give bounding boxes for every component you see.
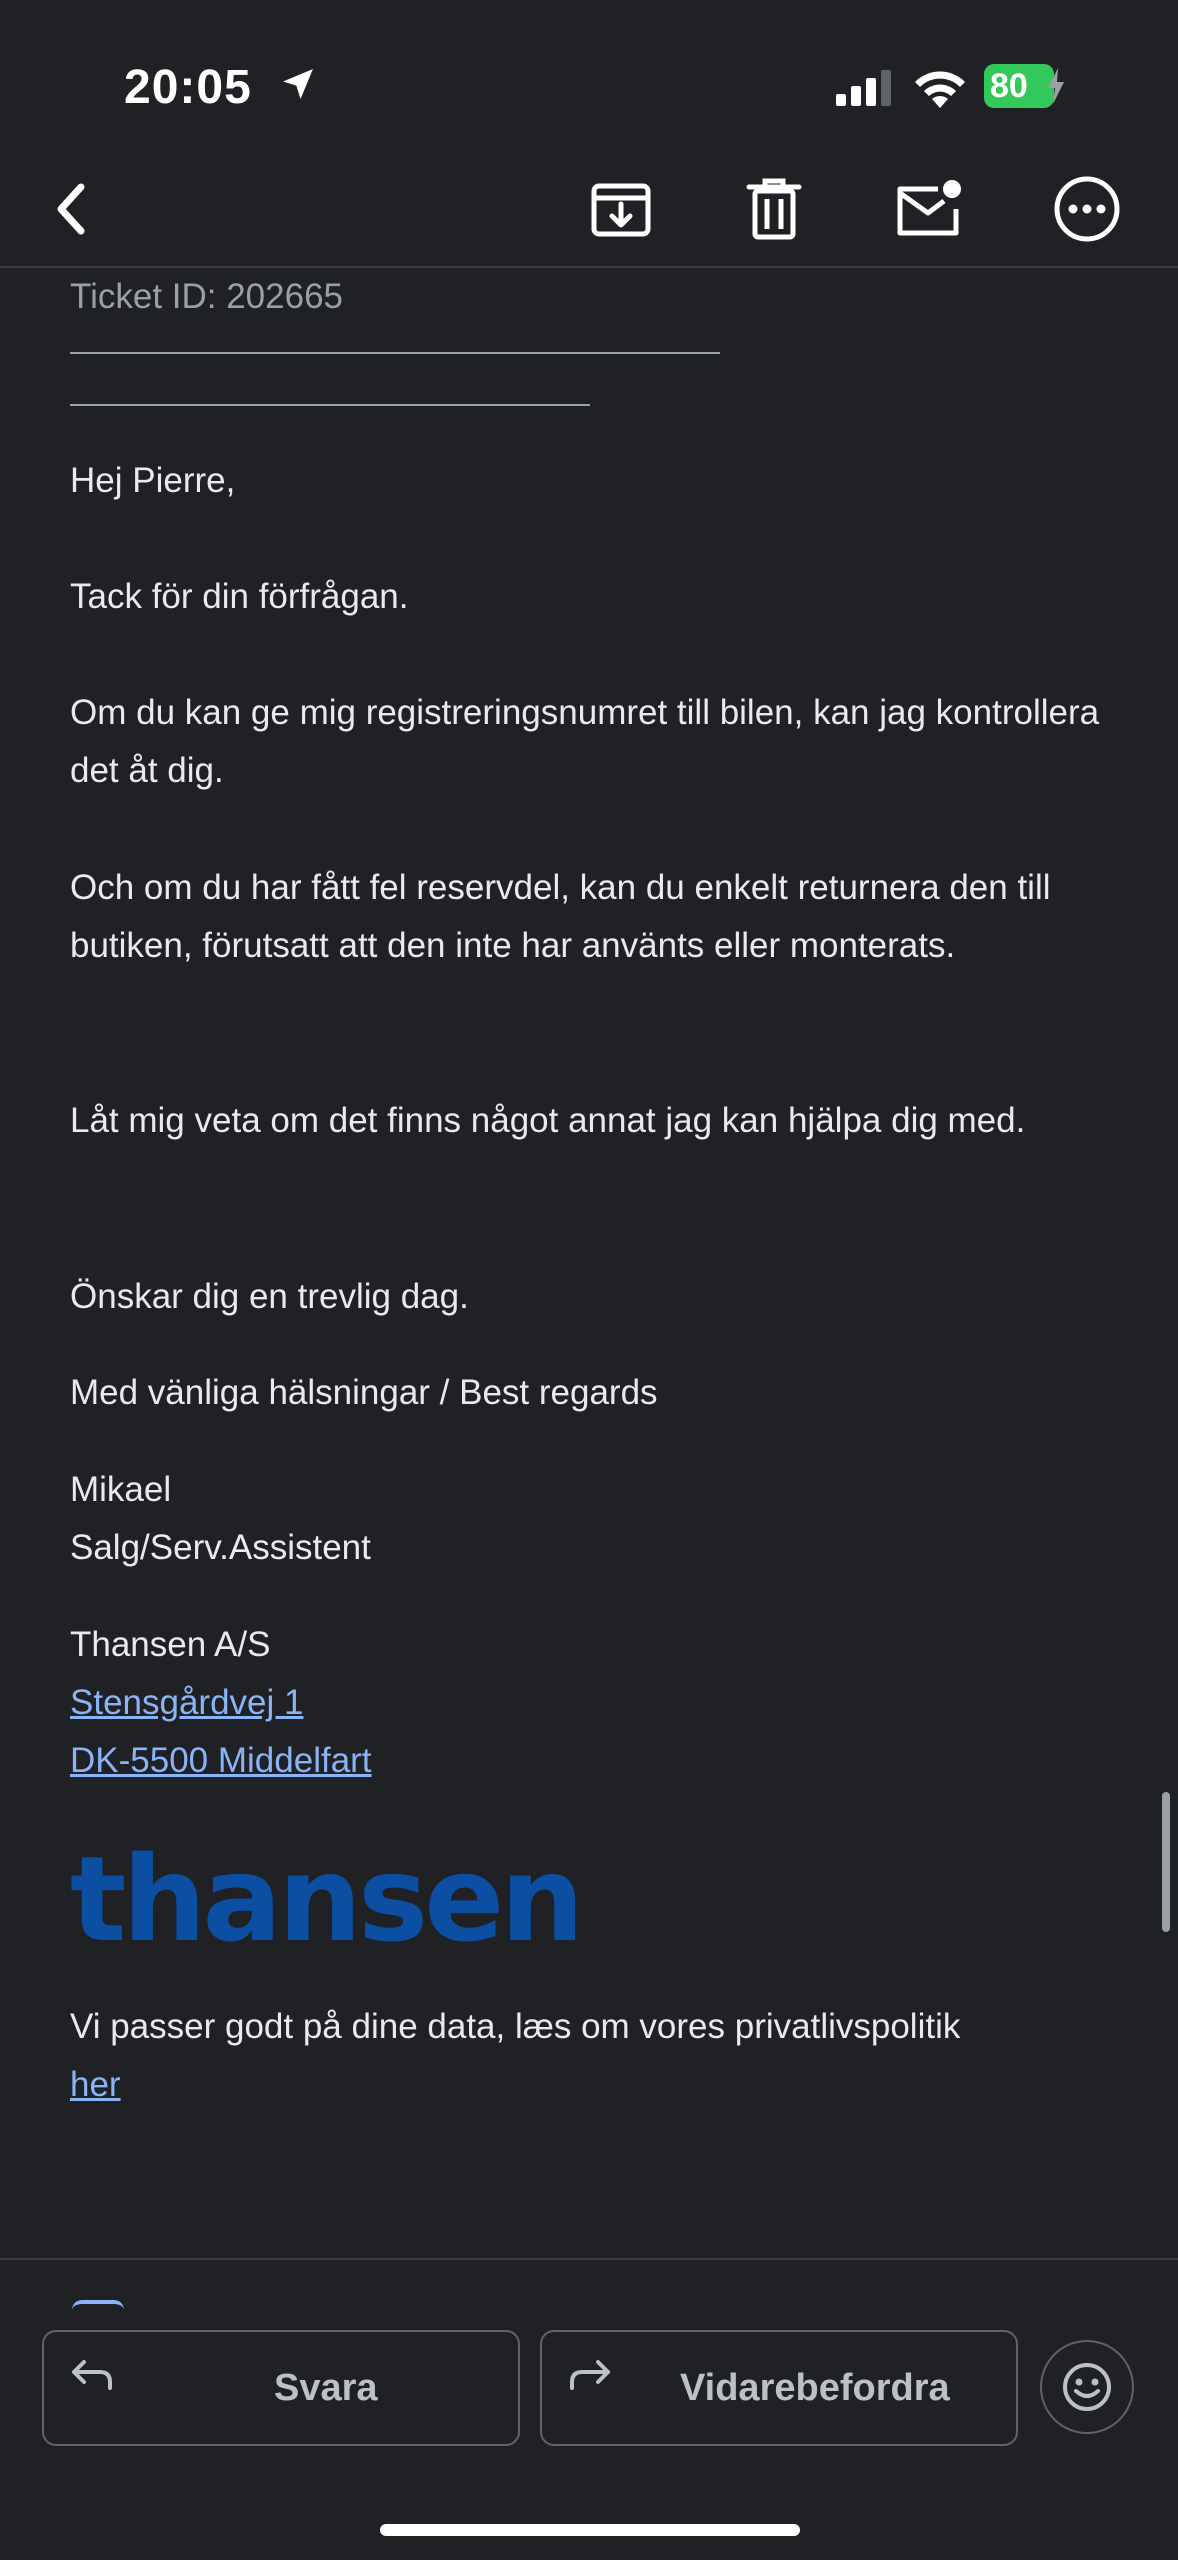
wifi-icon	[912, 66, 968, 108]
emoji-icon	[1061, 2361, 1113, 2413]
paragraph: Önskar dig en trevlig dag.	[70, 1277, 469, 1316]
company-name: Thansen A/S	[70, 1625, 271, 1664]
chevron-left-icon	[49, 181, 93, 237]
status-time: 20:05	[124, 61, 252, 114]
home-indicator[interactable]	[380, 2524, 800, 2536]
greeting: Hej Pierre,	[70, 461, 236, 500]
paragraph: Och om du har fått fel reservdel, kan du enkelt returnera den till butiken, förutsatt att den inte har använts eller monterats.	[70, 868, 1051, 965]
address-link[interactable]: Stensgårdvej 1	[70, 1683, 304, 1722]
emoji-reaction-button[interactable]	[1040, 2340, 1134, 2434]
archive-button[interactable]	[586, 174, 656, 244]
thansen-logo: thansen	[70, 1830, 581, 1968]
reply-button[interactable]	[42, 2330, 520, 2446]
reply-arrow-icon	[70, 2356, 114, 2396]
forward-button[interactable]	[540, 2330, 1018, 2446]
signature-name: Mikael	[70, 1470, 172, 1509]
forward-arrow-icon	[568, 2356, 612, 2396]
divider-line	[70, 404, 590, 406]
paragraph: Om du kan ge mig registreringsnumret till bilen, kan jag kontrollera det åt dig.	[70, 693, 1100, 790]
signature-title: Salg/Serv.Assistent	[70, 1528, 371, 1567]
charging-bolt-icon	[1046, 68, 1066, 104]
delete-button[interactable]	[739, 174, 809, 244]
address-link[interactable]: DK-5500 Middelfart	[70, 1741, 372, 1780]
battery-level: 80	[990, 67, 1028, 105]
location-arrow-icon	[278, 64, 318, 104]
email-toolbar	[0, 150, 1178, 268]
more-options-button[interactable]	[1052, 174, 1122, 244]
privacy-text: Vi passer godt på dine data, læs om vores privatlivspolitik	[70, 2007, 961, 2046]
bottom-divider	[0, 2258, 1178, 2260]
paragraph: Låt mig veta om det finns något annat jag kan hjälpa dig med.	[70, 1101, 1026, 1140]
divider-line	[70, 352, 720, 354]
paragraph: Tack för din förfrågan.	[70, 577, 409, 616]
scrollbar[interactable]	[1162, 1792, 1170, 1932]
trash-icon	[745, 177, 803, 241]
forward-label: Vidarebefordra	[680, 2367, 950, 2409]
back-button[interactable]	[36, 174, 106, 244]
battery-indicator	[984, 64, 1066, 108]
more-icon	[1053, 175, 1121, 243]
privacy-link[interactable]: her	[70, 2065, 121, 2104]
ticket-id: Ticket ID: 202665	[70, 277, 344, 316]
status-bar	[0, 0, 1178, 150]
archive-icon	[590, 178, 652, 240]
mark-unread-button[interactable]	[894, 174, 964, 244]
cellular-signal-icon	[836, 70, 894, 106]
mail-unread-icon	[894, 179, 964, 239]
privacy-notice	[70, 1998, 1120, 2114]
regards: Med vänliga hälsningar / Best regards	[70, 1373, 658, 1412]
avatar	[72, 2300, 124, 2310]
reply-label: Svara	[274, 2367, 378, 2409]
